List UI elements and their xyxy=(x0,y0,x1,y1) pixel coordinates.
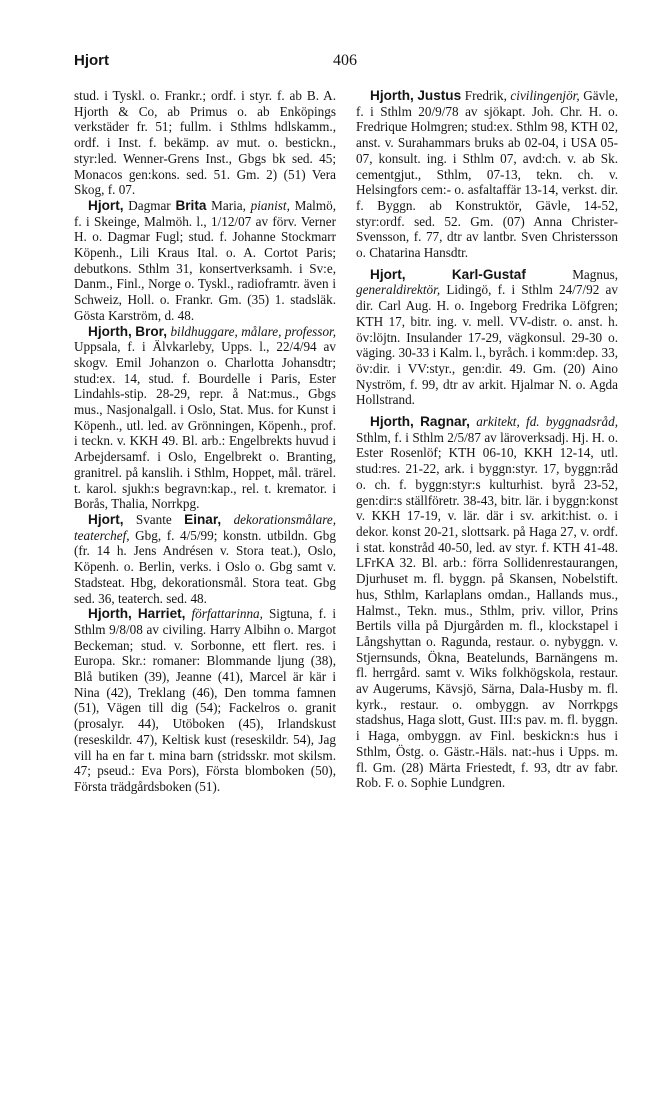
entry-surname: Hjort, xyxy=(370,266,406,282)
entry-body: Gävle, f. i Sthlm 20/9/78 av sjökapt. Joh. Chr. H. o. Fredrique Holmgren; stud:ex. Sthlm 98, KTH 02, anst. v. Surahammars bruks ab 02-04, i USA 05-07, konsult. ing. i Sthlm 07, avd:ch. v. ab Sk. cementgjut., Sthlm, 07-13, tekn. ch. v. Helsingfors cem:- o. asfaltaffär 13-14, verkst. dir. f. Byggn. ab Konstruktör, Gävle, 14-52, styr:ordf. sed. 52. Gm. (07) Anna Christer-Svensson, f. 77, dtr av lantbr. Sven Christersson o. Chatarina Hansdtr. xyxy=(356,88,618,261)
entry-surname: Hjort, xyxy=(88,197,124,213)
entry-given-rest: Magnus, xyxy=(525,266,619,282)
entry-call-name: Einar, xyxy=(184,511,222,527)
entry-title: bildhuggare, målare, professor, xyxy=(167,323,336,339)
entry-hjorth-bror xyxy=(74,324,336,512)
entry-title: författarinna, xyxy=(185,606,263,622)
page-number: 406 xyxy=(333,52,357,69)
entry-body: Uppsala, f. i Älvkarleby, Upps. l., 22/4/94 av skogv. Emil Johanzon o. Charlotta Johansdtr; stud:ex. 14, stud. f. Bourdelle i Paris, Ester Lindahls-stip. 28-29, repr. å Nat:mus., Gbgs mus., Nasjonalgall. i Oslo, Stat. Mus. for Kunst i Köpenh., utl. led. av Grönningen, Köpenh., prof. i teckn. v. KKH 49. Bl. arb.: Engelbrekts huvud i Arbejdersamf. i Oslo, Engelbrekt o. Branting, granitrel. på kanslih. i Sthlm, Hoppet, mål. trärel. t. karol. sjukh:s begravn:kap., rel. t. kremator. i Borås, Thalia, Norrkpg. xyxy=(74,339,336,512)
left-column xyxy=(74,88,336,795)
entry-given-names xyxy=(406,267,452,282)
entry-call-name: Brita xyxy=(175,197,207,213)
entry-hjorth-ragnar xyxy=(356,414,618,791)
entry-hjort-einar xyxy=(74,512,336,606)
entry-hjorth-justus xyxy=(356,88,618,261)
entry-title: pianist, xyxy=(245,197,290,213)
entry-body: Sthlm, f. i Sthlm 2/5/87 av läroverksadj. Hj. H. o. Ester Rosenlöf; KTH 06-10, KKH 12-14, utl. stud:res. 21-22, ark. i byggn:styr. 17, byggn:råd o. ch. f. byggn:styr:s kulturhist. byrå 23-52, gen:dir:s ställföretr. 38-43, bitr. lär. i byggn:konst v. KKH 17-19, v. lär. där i sv. arkit:hist. o. i dekor. konst 20-21, slottsark. på Haga 27, v. ordf. i stat. konstråd 40-50, led. av styr. f. KTH 41-48. LFrKA 32. Bl. arb.: förra Sollidenrestaurangen, Djurhuset m. fl. byggn. på Skansen, Nobelstift. hus, Sthlm, Karlaplans omdan., Hallands mus., Halmst., Tekn. mus., Sthlm, priv. villor, Prins Bertils villa på Djurgården m. fl., klockstapel i Långshyttan o. Ragunda, restaur. o. nybyggn. v. Stjernsunds, Ökna, Beatelunds, Barnängens m. fl. herrgård. samt v. Wiks folkhögskola, restaur. av Augerums, Kävsjö, Särna, Dala-Husby m. fl. kyrk., restaur. o. ombyggn. av Norrkpgs stadshus, Haga slott, Gust. III:s pav. m. fl. byggn. i Haga, ombyggn. av Finl. beskickn:s hus i Sthlm, Östg. o. Gästr.-Häls. nat:-hus i Upps. m. fl. Gm. (28) Märta Friestedt, f. 93, dtr av fabr. Rob. F. o. Sophie Lundgren. xyxy=(356,429,618,791)
entry-hjort-karl-gustaf xyxy=(356,267,618,408)
entry-surname: Hjorth, xyxy=(370,88,414,103)
entry-title: civilingenjör, xyxy=(506,88,580,103)
entry-body: Lidingö, f. i Sthlm 24/7/92 av dir. Carl Aug. H. o. Ingeborg Fredrika Löfgren; KTH 17, bitr. ing. v. mell. VV-distr. o. anst. h. öv:löjtn. Insulander 17-29, vägkonsul. 29-30 o. väging. 30-33 i Kalm. l., byråch. i komm:dep. 33, öv:dir. i VV:styr., gen:dir. 49. Gm. (20) Aino Nyström, f. 99, dtr av arkit. Hjalmar N. o. Agda Hollstrand. xyxy=(356,282,618,408)
entry-title: dekorationsmålare, teaterchef, xyxy=(74,511,336,543)
running-head-word: Hjort xyxy=(74,52,109,69)
entry-title: arkitekt, fd. byggnadsråd, xyxy=(469,414,619,430)
entry-body: Gbg, f. 4/5/99; konstn. utbildn. Gbg (fr. 14 h. Jens Andrésen v. Stora teat.), Oslo, Köpenh. o. Berlin, verks. i Oslo o. Gbg samt v. Stadsteat. Hbg, dekorationsmål. Stora teat. Gbg sed. 36, teaterch. sed. 48. xyxy=(74,527,336,606)
entry-call-name: Justus xyxy=(417,88,462,103)
entry-hjorth-harriet xyxy=(74,606,336,794)
right-column xyxy=(356,88,618,791)
entry-given-names: Dagmar xyxy=(123,197,176,213)
entry-given-rest: Maria, xyxy=(206,197,246,213)
entry-continued xyxy=(74,88,336,198)
entry-call-name: Harriet, xyxy=(137,606,186,622)
entry-surname: Hjort, xyxy=(88,511,124,527)
entry-call-name: Bror, xyxy=(135,323,167,339)
entry-body: Malmö, f. i Skeinge, Malmöh. l., 1/12/07 av förv. Verner H. o. Dagmar Fugl; stud. f. Johanne Stockmarr Köpenh., Lili Kraus Ital. o. A. Cortot Paris; debutkons. Sthlm 31, konsertverksamh. i Sv:e, Danm., Finl., Norge o. Tyskl., radioframtr. även i Schweiz, Holl. o. Frankr. Gm. (35) 1. stadsläk. Gösta Karström, d. 48. xyxy=(74,197,336,323)
entry-surname: Hjorth, xyxy=(88,323,132,339)
entry-hjort-brita xyxy=(74,198,336,324)
entry-call-name: Ragnar, xyxy=(420,414,470,430)
entry-title: generaldirektör, xyxy=(356,282,441,298)
entry-given-names: Svante xyxy=(123,511,185,527)
entry-given-rest: Fredrik, xyxy=(461,88,507,103)
entry-body: Sigtuna, f. i Sthlm 9/8/08 av civiling. Harry Albihn o. Margot Beckeman; stud. v. Sorbonne, ett flert. res. i Europa. Skr.: romaner: Blommande ljung (38), Blå butiken (39), Jeanne (41), Marcel är kär i Nina (42), Treklang (46), Den tomma famnen (51), Vägen till dig (54); Fackelros o. granit (prosalyr. 44), Utöboken (45), Irlandskust (reseskildr. 47), Keltisk kust (reseskildr. 54), Jag vill ha en far t. mina barn (stridsskr. mot skilsm. 47; pseud.: Eva Pors), Första blomboken (50), Första trädgårdsboken (51). xyxy=(74,606,336,794)
entry-body: stud. i Tyskl. o. Frankr.; ordf. i styr. f. ab B. A. Hjorth & Co, ab Primus o. ab Enköpings verkstäder fr. 51; fullm. i Sthlms hdlskamm., ordf. i Inst. f. bekämp. av mut. o. bestickn., styr:led. Wenner-Grens Inst., Gbgs bk sed. 45; Monacos gen:kons. sed. 51. Gm. 2) (51) Vera Skog, f. 07. xyxy=(74,88,336,198)
entry-call-name: Karl-Gustaf xyxy=(451,266,526,282)
entry-surname: Hjorth, xyxy=(370,414,414,430)
running-head xyxy=(74,52,616,76)
entry-surname: Hjorth, xyxy=(88,606,132,622)
